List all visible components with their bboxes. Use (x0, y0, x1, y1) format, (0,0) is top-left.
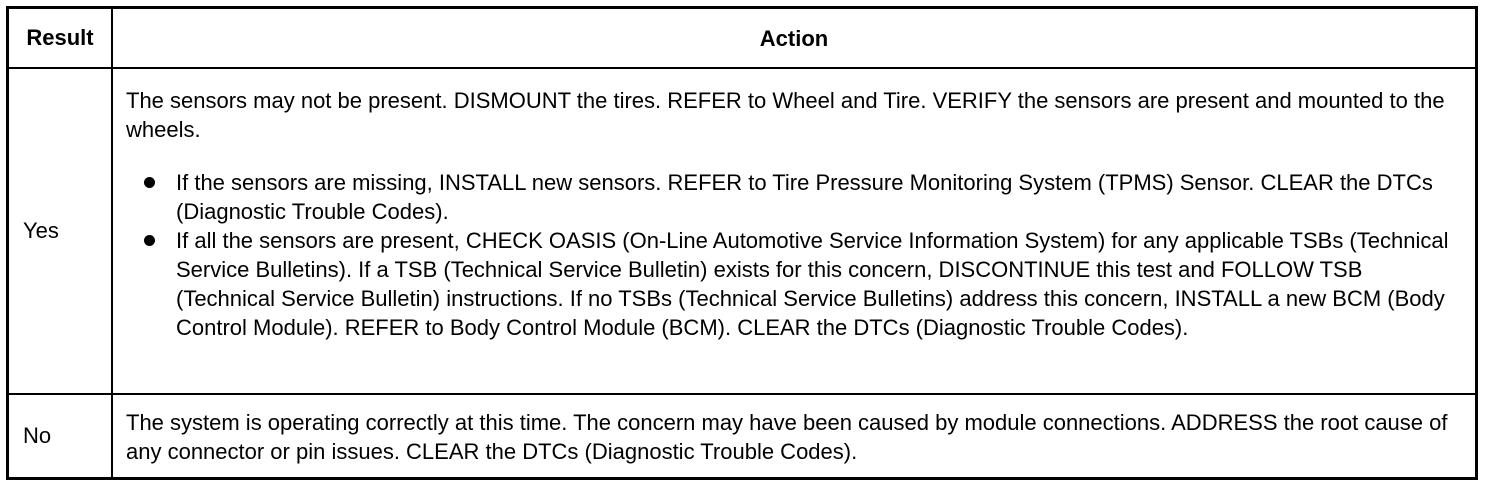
bullet-text: If the sensors are missing, INSTALL new sensors. REFER to Tire Pressure Monitoring System (TPMS) Sensor. CLEAR the DTCs (Diagnostic Trouble Codes). (176, 170, 1433, 224)
action-paragraph: The sensors may not be present. DISMOUNT the tires. REFER to Wheel and Tire. VERIFY the sensors are present and mounted to the wheels. (126, 88, 1445, 142)
bullet-item (126, 168, 1461, 226)
header-result: Result (26, 25, 94, 50)
bullet-item (126, 226, 1461, 342)
bullet-dot-icon (144, 235, 155, 246)
action-cell (113, 395, 1475, 477)
table-row-yes (9, 69, 1475, 395)
action-bullet-list (126, 168, 1461, 342)
action-cell (113, 69, 1475, 393)
table-row-no (9, 395, 1475, 477)
header-action: Action (759, 25, 829, 51)
result-action-table (6, 6, 1478, 480)
action-paragraph: The system is operating correctly at this time. The concern may have been caused by module connections. ADDRESS the root cause of any connector or pin issues. CLEAR the DTCs (Diagnostic Trouble Codes). (126, 410, 1448, 464)
result-cell: No (23, 423, 52, 448)
bullet-text: If all the sensors are present, CHECK OASIS (On-Line Automotive Service Information System) for any applicable TSBs (Technical Service Bulletins). If a TSB (Technical Service Bulletin) exists for this concern, DISCONTINUE this test and FOLLOW TSB (Technical Service Bulletin) instructions. If no TSBs (Technical Service Bulletins) address this concern, INSTALL a new BCM (Body Control Module). REFER to Body Control Module (BCM). CLEAR the DTCs (Diagnostic Trouble Codes). (176, 228, 1449, 340)
table-header-row (9, 9, 1475, 69)
bullet-dot-icon (144, 177, 155, 188)
result-cell: Yes (23, 218, 59, 243)
